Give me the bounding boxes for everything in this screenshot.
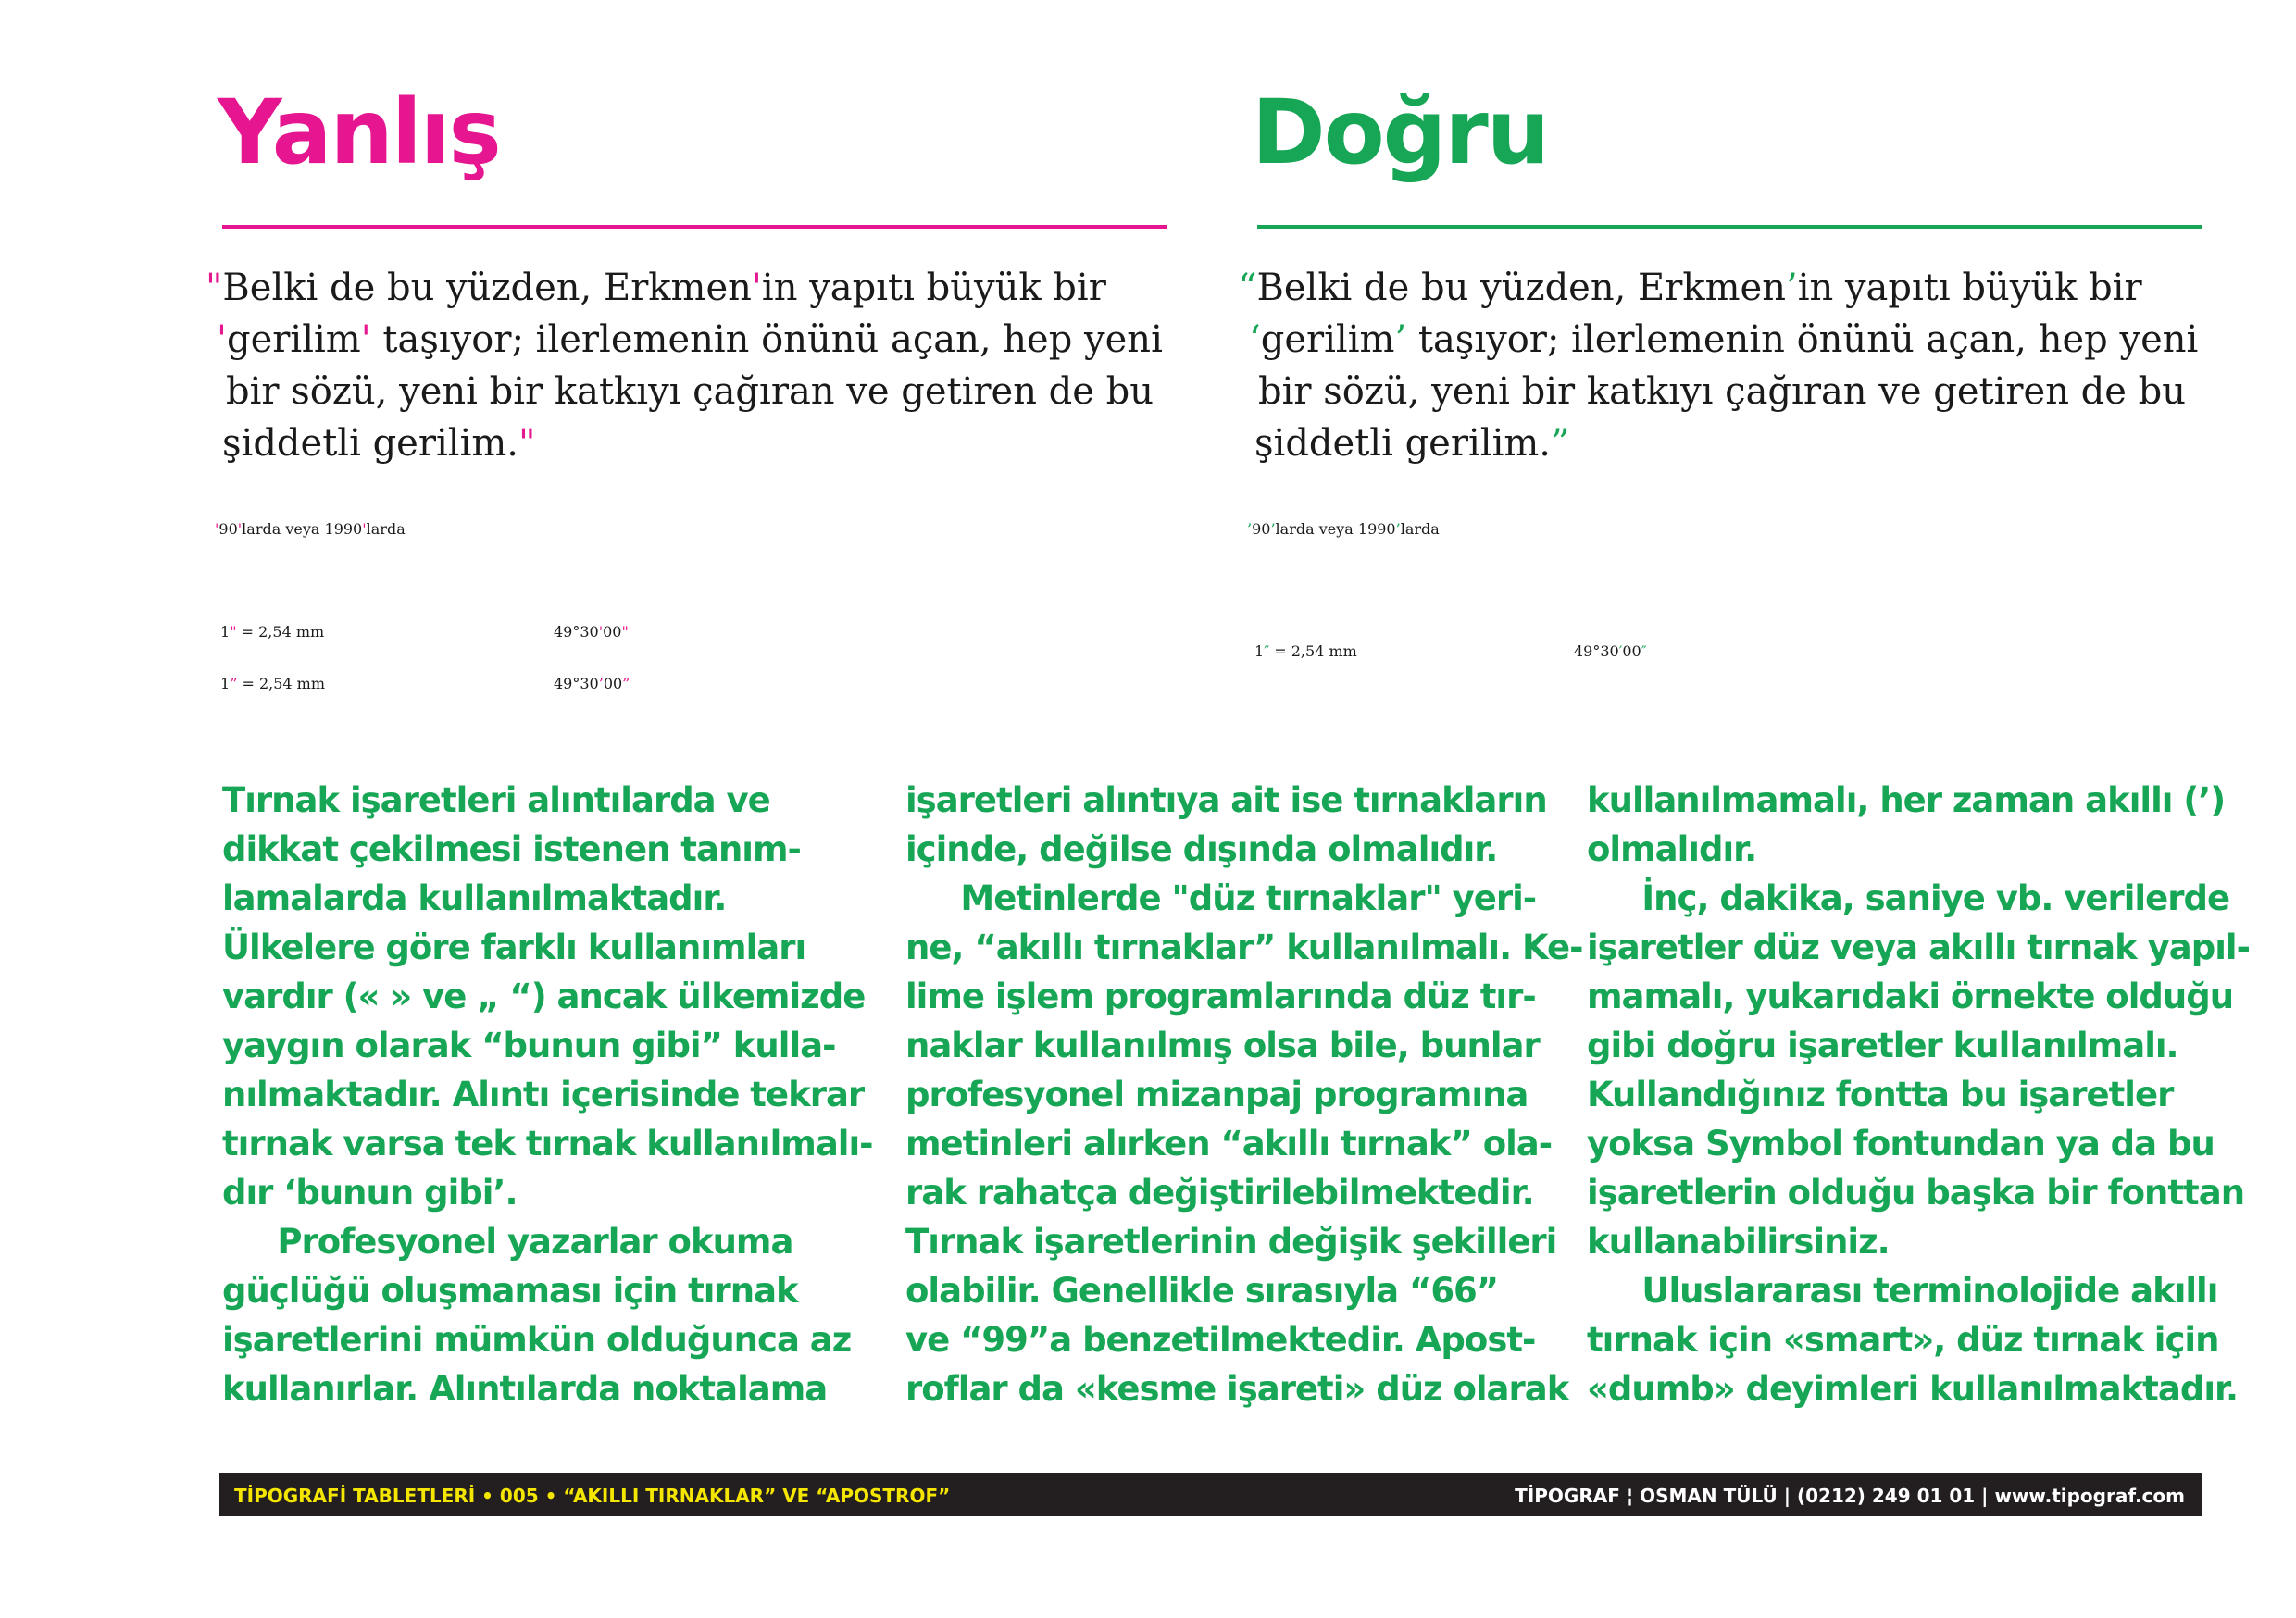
text-line: kullanabilirsiniz. (1587, 1222, 1890, 1262)
wrong-measure-example-1: 1" = 2,54 mm 49°30'00" (220, 623, 629, 641)
text-line: işaretleri alıntıya ait ise tırnakların (905, 780, 1547, 820)
text-line: dır ‘bunun gibi’. (222, 1173, 518, 1213)
text-line: rak rahatça değiştirilebilmektedir. (905, 1173, 1534, 1213)
text-line: olmalıdır. (1587, 829, 1757, 869)
text-line: tırnak için «smart», düz tırnak için (1587, 1320, 2219, 1360)
right-measure-example: 1″ = 2,54 mm 49°30′00″ (1254, 642, 1647, 660)
text-line: mamalı, yukarıdaki örnekte olduğu (1587, 977, 2234, 1016)
wrong-measure-example-2: 1” = 2,54 mm 49°30’00” (220, 675, 630, 692)
wrong-heading: Yanlış (218, 81, 500, 184)
footer-series-title: TİPOGRAFİ TABLETLERİ • 005 • “AKILLI TIRNAKLAR” VE “APOSTROF” (234, 1485, 951, 1507)
text-line: işaretlerini mümkün olduğunca az (222, 1320, 852, 1360)
text-line: Uluslararası terminolojide akıllı (1587, 1271, 2218, 1311)
quote-line: bir sözü, yeni bir katkıyı çağıran ve getiren de bu (1258, 370, 2187, 413)
text-line: metinleri alırken “akıllı tırnak” ola- (905, 1124, 1553, 1164)
body-column-3 (1587, 776, 2250, 1413)
text-line: içinde, değilse dışında olmalıdır. (905, 829, 1498, 869)
quote-line: şiddetli gerilim." (222, 422, 536, 465)
text-line: Ülkelere göre farklı kullanımları (222, 927, 806, 967)
body-column-1 (222, 776, 880, 1413)
wrong-years-example: '90'larda veya 1990'larda (215, 520, 406, 538)
text-line: lime işlem programlarında düz tır- (905, 977, 1536, 1016)
right-years-example: ’90’larda veya 1990’larda (1247, 520, 1440, 538)
right-heading: Doğru (1252, 81, 1549, 184)
text-line: Kullandığınız fontta bu işaretler (1587, 1075, 2174, 1114)
text-line: İnç, dakika, saniye vb. verilerde (1587, 878, 2230, 918)
text-line: nılmaktadır. Alıntı içerisinde tekrar (222, 1075, 865, 1114)
text-line: Tırnak işaretleri alıntılarda ve (222, 780, 770, 820)
text-line: tırnak varsa tek tırnak kullanılmalı- (222, 1124, 873, 1164)
wrong-quote (206, 262, 1187, 469)
text-line: dikkat çekilmesi istenen tanım- (222, 829, 801, 869)
quote-line: şiddetli gerilim.” (1254, 422, 1570, 465)
quote-line: bir sözü, yeni bir katkıyı çağıran ve getiren de bu (226, 370, 1154, 413)
quote-line: 'gerilim' taşıyor; ilerlemenin önünü açan, hep yeni (217, 318, 1163, 361)
text-line: yaygın olarak “bunun gibi” kulla- (222, 1026, 836, 1065)
text-line: Metinlerde "düz tırnaklar" yeri- (905, 878, 1537, 918)
text-line: güçlüğü oluşmaması için tırnak (222, 1271, 798, 1311)
text-line: lamalarda kullanılmaktadır. (222, 878, 727, 918)
text-line: profesyonel mizanpaj programına (905, 1075, 1529, 1114)
quote-line: "Belki de bu yüzden, Erkmen'in yapıtı büyük bir (206, 267, 1106, 309)
text-line: Profesyonel yazarlar okuma (222, 1222, 793, 1262)
quote-line: “Belki de bu yüzden, Erkmen’in yapıtı büyük bir (1238, 267, 2142, 309)
text-line: işaretlerin olduğu başka bir fonttan (1587, 1173, 2245, 1213)
text-line: roflar da «kesme işareti» düz olarak (905, 1369, 1569, 1409)
wrong-heading-rule (222, 225, 1167, 229)
text-line: kullanırlar. Alıntılarda noktalama (222, 1369, 828, 1409)
text-line: ve “99”a benzetilmektedir. Apost- (905, 1320, 1536, 1360)
text-line: kullanılmamalı, her zaman akıllı (’) (1587, 780, 2226, 820)
text-line: «dumb» deyimleri kullanılmaktadır. (1587, 1369, 2239, 1409)
body-column-2 (905, 776, 1583, 1413)
text-line: ne, “akıllı tırnaklar” kullanılmalı. Ke- (905, 927, 1583, 967)
text-line: naklar kullanılmış olsa bile, bunlar (905, 1026, 1540, 1065)
text-line: vardır (« » ve „ “) ancak ülkemizde (222, 977, 866, 1016)
quote-line: ‘gerilim’ taşıyor; ilerlemenin önünü açan, hep yeni (1249, 318, 2199, 361)
text-line: işaretler düz veya akıllı tırnak yapıl- (1587, 927, 2250, 967)
footer-bar (219, 1473, 2202, 1516)
right-quote (1238, 262, 2219, 469)
text-line: yoksa Symbol fontundan ya da bu (1587, 1124, 2215, 1164)
right-heading-rule (1257, 225, 2202, 229)
text-line: olabilir. Genellikle sırasıyla “66” (905, 1271, 1499, 1311)
text-line: Tırnak işaretlerinin değişik şekilleri (905, 1222, 1557, 1262)
footer-contact: TİPOGRAF ¦ OSMAN TÜLÜ | (0212) 249 01 01 | www.tipograf.com (1515, 1485, 2185, 1507)
text-line: gibi doğru işaretler kullanılmalı. (1587, 1026, 2178, 1065)
